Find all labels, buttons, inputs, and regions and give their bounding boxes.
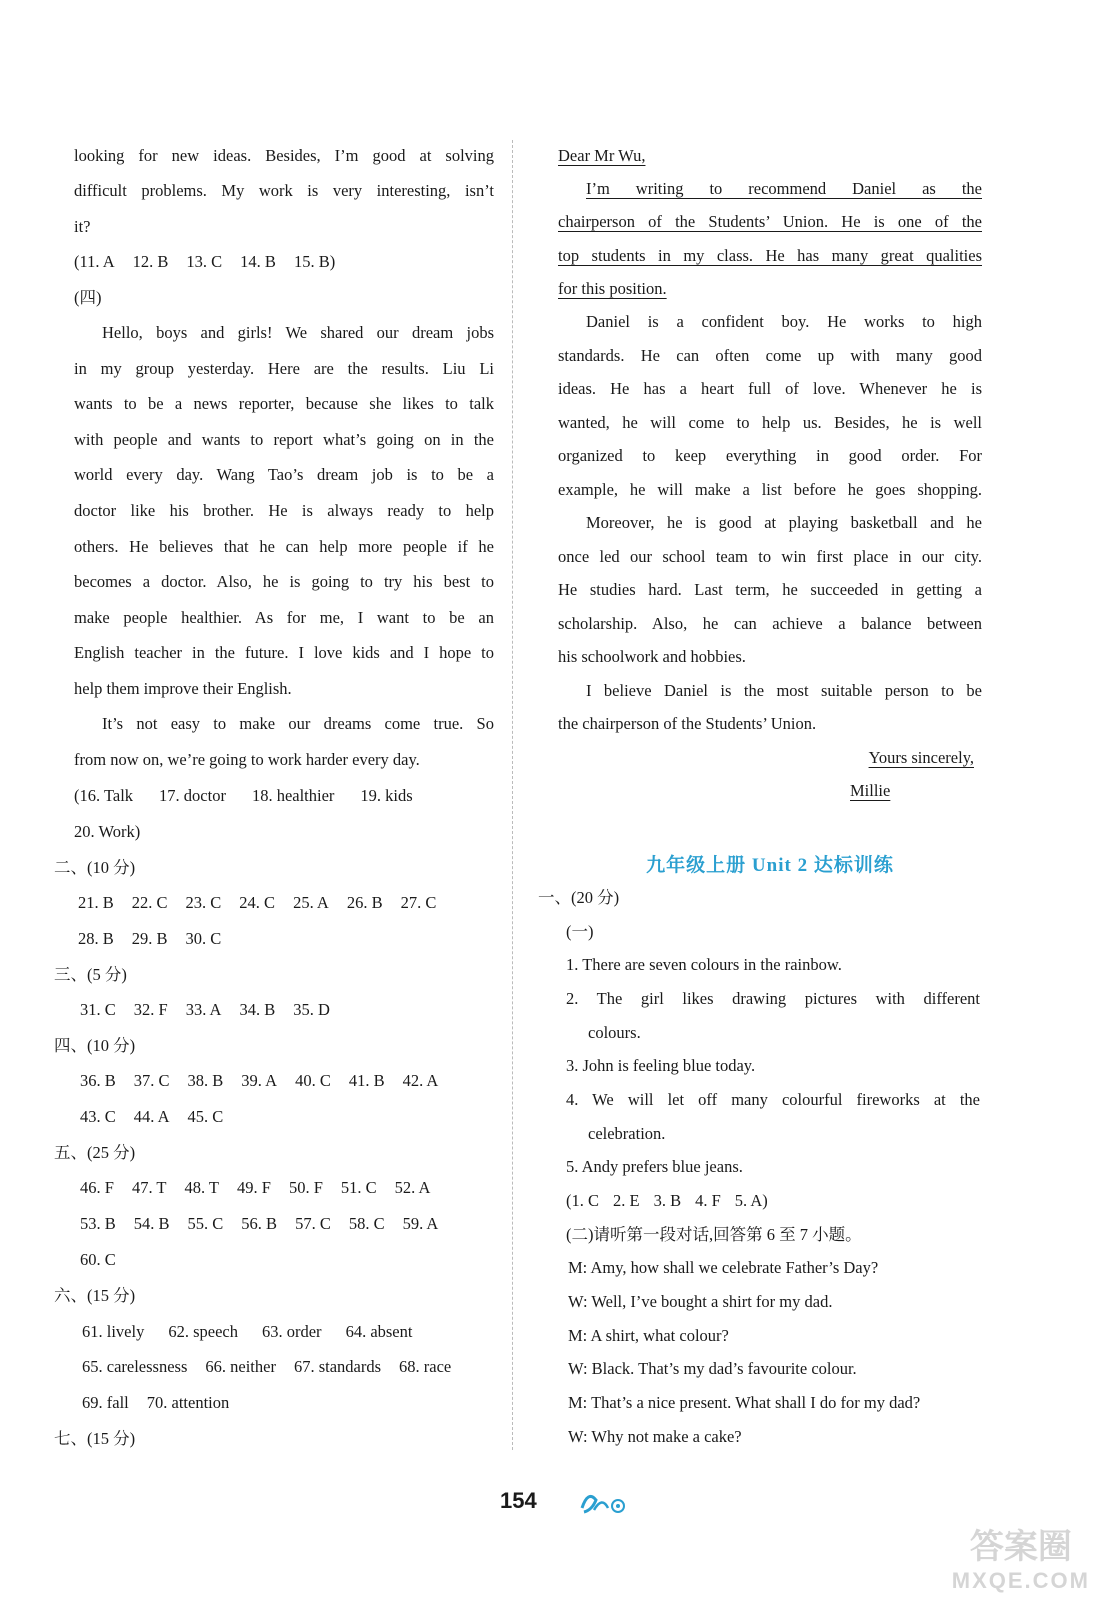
dialog-line: W: Black. That’s my dad’s favourite colour. xyxy=(568,1359,857,1378)
question-item: 1. There are seven colours in the rainbow. xyxy=(566,955,842,974)
text-line: looking for new ideas. Besides, I’m good at solving xyxy=(74,146,494,165)
paragraph-line: others. He believes that he can help more people if he xyxy=(74,537,494,556)
paragraph-line: standards. He can often come up with many good xyxy=(558,346,982,365)
letter-signature: Millie xyxy=(850,781,891,800)
paragraph-line: in my group yesterday. Here are the results. Liu Li xyxy=(74,359,494,378)
underlined-line: chairperson of the Students’ Union. He is one of the xyxy=(558,212,982,231)
answer-row: 21. B 22. C 23. C 24. C 25. A 26. B 27. C xyxy=(78,893,437,912)
paragraph-line: wants to be a news reporter, because she likes to talk xyxy=(74,394,494,413)
answer-row: (11. A 12. B 13. C 14. B 15. B) xyxy=(74,252,336,271)
watermark: 答案圈 MXQE.COM xyxy=(951,1528,1090,1593)
paragraph-line: Moreover, he is good at playing basketball and he xyxy=(586,513,982,532)
question-item: 2. The girl likes drawing pictures with different xyxy=(566,989,980,1008)
paragraph-line: organized to keep everything in good order. For xyxy=(558,446,982,465)
section-heading: 五、(25 分) xyxy=(54,1143,136,1162)
paragraph-line: example, he will make a list before he goes shopping. xyxy=(558,480,982,499)
swirl-logo-icon xyxy=(578,1486,628,1516)
question-item: colours. xyxy=(588,1023,641,1042)
underlined-line: top students in my class. He has many great qualities xyxy=(558,246,982,265)
dialog-line: M: Amy, how shall we celebrate Father’s Day? xyxy=(568,1258,879,1277)
paragraph-line: He studies hard. Last term, he succeeded in getting a xyxy=(558,580,982,599)
answer-row: (1. C 2. E 3. B 4. F 5. A) xyxy=(566,1191,768,1210)
section-heading: 七、(15 分) xyxy=(54,1429,136,1448)
paragraph-line: help them improve their English. xyxy=(74,679,292,698)
paragraph-line: his schoolwork and hobbies. xyxy=(558,647,746,666)
question-item: celebration. xyxy=(588,1124,666,1143)
letter-closing: Yours sincerely, xyxy=(868,748,974,767)
paragraph-line: make people healthier. As for me, I want to be an xyxy=(74,608,494,627)
answer-row: (16. Talk 17. doctor 18. healthier 19. kids xyxy=(74,786,413,805)
dialog-line: M: A shirt, what colour? xyxy=(568,1326,729,1345)
unit-title: 九年级上册 Unit 2 达标训练 xyxy=(646,855,894,876)
text-line: it? xyxy=(74,217,91,236)
text-line: difficult problems. My work is very interesting, isn’t xyxy=(74,181,494,200)
paragraph-line: Hello, boys and girls! We shared our dream jobs xyxy=(102,323,494,342)
answer-row: 43. C 44. A 45. C xyxy=(80,1107,224,1126)
subsection-label: (二)请听第一段对话,回答第 6 至 7 小题。 xyxy=(566,1225,862,1244)
underlined-line: for this position. xyxy=(558,279,667,298)
question-item: 4. We will let off many colourful fireworks at the xyxy=(566,1090,980,1109)
answer-row: 60. C xyxy=(80,1250,116,1269)
paragraph-line: ideas. He has a heart full of love. Whenever he is xyxy=(558,379,982,398)
answer-row: 28. B 29. B 30. C xyxy=(78,929,222,948)
answer-row: 69. fall 70. attention xyxy=(82,1393,230,1412)
dialog-line: W: Why not make a cake? xyxy=(568,1427,742,1446)
section-heading: 二、(10 分) xyxy=(54,858,136,877)
answer-row: 46. F 47. T 48. T 49. F 50. F 51. C 52. A xyxy=(80,1178,431,1197)
answer-row: 36. B 37. C 38. B 39. A 40. C 41. B 42. A xyxy=(80,1071,439,1090)
paragraph-line: the chairperson of the Students’ Union. xyxy=(558,714,817,733)
paragraph-line: Daniel is a confident boy. He works to high xyxy=(586,312,982,331)
column-divider xyxy=(512,140,513,1450)
section-label: (四) xyxy=(74,288,102,307)
paragraph-line: It’s not easy to make our dreams come true. So xyxy=(102,714,494,733)
answer-row: 20. Work) xyxy=(74,822,141,841)
paragraph-line: once led our school team to win first place in our city. xyxy=(558,547,982,566)
answer-row: 31. C 32. F 33. A 34. B 35. D xyxy=(80,1000,330,1019)
section-heading: 六、(15 分) xyxy=(54,1286,136,1305)
paragraph-line: world every day. Wang Tao’s dream job is to be a xyxy=(74,465,494,484)
letter-greeting: Dear Mr Wu, xyxy=(558,146,646,165)
paragraph-line: scholarship. Also, he can achieve a balance between xyxy=(558,614,982,633)
page-number: 154 xyxy=(500,1488,537,1513)
paragraph-line: becomes a doctor. Also, he is going to try his best to xyxy=(74,572,494,591)
question-item: 5. Andy prefers blue jeans. xyxy=(566,1157,743,1176)
answer-row: 53. B 54. B 55. C 56. B 57. C 58. C 59. A xyxy=(80,1214,439,1233)
paragraph-line: with people and wants to report what’s going on in the xyxy=(74,430,494,449)
question-item: 3. John is feeling blue today. xyxy=(566,1056,756,1075)
paragraph-line: doctor like his brother. He is always ready to help xyxy=(74,501,494,520)
paragraph-line: wanted, he will come to help us. Besides, he is well xyxy=(558,413,982,432)
underlined-line: I’m writing to recommend Daniel as the xyxy=(586,179,982,198)
subsection-label: (一) xyxy=(566,922,594,941)
answer-row: 65. carelessness 66. neither 67. standards 68. race xyxy=(82,1357,452,1376)
paragraph-line: I believe Daniel is the most suitable person to be xyxy=(586,681,982,700)
paragraph-line: from now on, we’re going to work harder every day. xyxy=(74,750,420,769)
section-heading: 四、(10 分) xyxy=(54,1036,136,1055)
dialog-line: M: That’s a nice present. What shall I do for my dad? xyxy=(568,1393,921,1412)
section-heading: 一、(20 分) xyxy=(538,888,620,907)
section-heading: 三、(5 分) xyxy=(54,965,127,984)
paragraph-line: English teacher in the future. I love kids and I hope to xyxy=(74,643,494,662)
dialog-line: W: Well, I’ve bought a shirt for my dad. xyxy=(568,1292,833,1311)
answer-row: 61. lively 62. speech 63. order 64. absent xyxy=(82,1322,413,1341)
